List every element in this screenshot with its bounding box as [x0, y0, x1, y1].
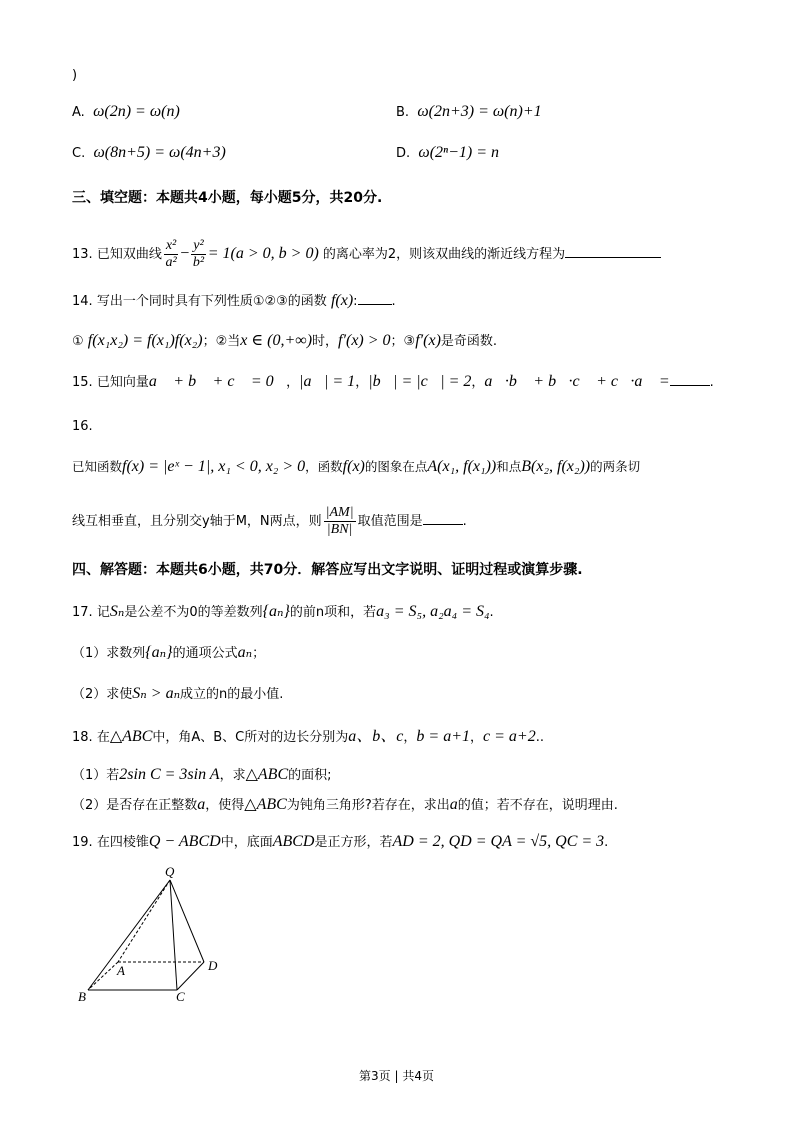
text: ；②当: [202, 334, 241, 349]
math: x ∈ (0,+∞): [240, 332, 313, 349]
math: △ABC: [109, 728, 153, 745]
edge-qd: [170, 880, 204, 962]
text: ，: [355, 375, 369, 390]
text: 的两条切: [590, 459, 641, 474]
text: ，: [471, 375, 485, 390]
text: 记: [96, 605, 110, 620]
text: ，: [469, 730, 483, 745]
denominator: |BN|: [326, 522, 353, 537]
text: 在: [96, 730, 110, 745]
label-a: A: [117, 963, 125, 978]
text: 的面积;: [288, 768, 332, 783]
math: B(x₂, f(x₂)): [521, 458, 591, 475]
text: 时，: [312, 334, 339, 349]
math: a₃ = S₅, a₂a₄ = S₄: [376, 603, 490, 620]
text: ，使得: [205, 798, 245, 813]
text: （2）求使: [72, 687, 133, 702]
label-b: B: [78, 989, 86, 1004]
text: ①: [72, 334, 84, 349]
text: 在四棱锥: [96, 835, 149, 850]
math: f(x) = |eˣ − 1|, x₁ < 0, x₂ > 0: [122, 458, 306, 475]
edge-qa: [118, 880, 170, 962]
math: AD = 2, QD = QA = √5, QC = 3: [392, 833, 605, 850]
option-expr: ω(8n+5) = ω(4n+3): [93, 144, 226, 161]
option-letter: D.: [396, 146, 411, 161]
denominator: a²: [165, 255, 177, 270]
math: △ABC: [244, 796, 287, 813]
text: .: [462, 514, 467, 529]
numerator: y²: [193, 238, 204, 253]
text: 是奇函数.: [440, 334, 498, 349]
text: 的值；若不存在，说明理由.: [457, 798, 618, 813]
edge-cd: [177, 962, 204, 990]
text: .: [489, 605, 494, 620]
question-number: 18.: [72, 730, 93, 745]
question-16-number: 16.: [72, 419, 93, 434]
text: 中，底面: [220, 835, 273, 850]
question-number: 13.: [72, 247, 93, 262]
text: ，: [403, 730, 417, 745]
math: b = a+1: [416, 728, 470, 745]
denominator: b²: [192, 255, 205, 270]
numerator: |AM|: [325, 505, 354, 520]
edge-qb: [88, 880, 170, 990]
text: 的离心率为2，则该双曲线的渐近线方程为: [322, 247, 566, 262]
text: 取值范围是: [357, 514, 423, 529]
option-expr: ω(2ⁿ−1) = n: [418, 144, 500, 161]
text: （1）若: [72, 768, 120, 783]
math: f(x₁x₂) = f(x₁)f(x₂): [87, 332, 203, 349]
option-letter: A.: [72, 105, 85, 120]
text: −: [180, 245, 190, 262]
math: a: [197, 796, 206, 813]
math: f(x): [330, 292, 354, 309]
text: 是公差不为0的等差数列: [124, 605, 263, 620]
math: {aₙ}: [145, 644, 173, 661]
question-number: 15.: [72, 375, 93, 390]
text: ，求: [219, 768, 246, 783]
math: a: [449, 796, 458, 813]
math: A(x₁, f(x₁)): [427, 458, 497, 475]
text: 已知双曲线: [96, 247, 162, 262]
math: ABCD: [272, 833, 315, 850]
math: △ABC: [245, 766, 289, 783]
text: 和点: [496, 459, 522, 474]
text: 的图象在点: [364, 459, 428, 474]
math: a⃗ + b⃗ + c⃗ = 0⃗: [148, 373, 287, 390]
text: 为钝角三角形?若存在，求出: [286, 798, 450, 813]
text: 线互相垂直，且分别交y轴于M，N两点，则: [72, 514, 322, 529]
text: 成立的n的最小值.: [180, 687, 284, 702]
text: :: [353, 294, 358, 309]
text: ；: [252, 646, 266, 661]
question-number: 14.: [72, 294, 93, 309]
option-letter: C.: [72, 146, 86, 161]
label-q: Q: [165, 864, 175, 879]
text: .: [391, 294, 396, 309]
text: ，函数: [305, 459, 343, 474]
option-expr: ω(2n+3) = ω(n)+1: [417, 103, 542, 120]
math: Sₙ: [109, 603, 125, 620]
section-3-heading: 三、填空题：本题共4小题，每小题5分，共20分.: [72, 190, 383, 206]
edge-qc: [170, 880, 177, 990]
text: 的通项公式: [172, 646, 238, 661]
option-expr: ω(2n) = ω(n): [93, 103, 180, 120]
text: ；③: [390, 334, 416, 349]
question-number: 19.: [72, 835, 93, 850]
label-c: C: [176, 989, 185, 1004]
q12-tail: ): [72, 68, 78, 83]
math: 2sin C = 3sin A: [119, 766, 220, 783]
math: a、b、c: [348, 728, 404, 745]
option-letter: B.: [396, 105, 410, 120]
math: |b⃗| = |c⃗| = 2: [368, 373, 472, 390]
text: ，: [286, 375, 300, 390]
math: Sₙ > aₙ: [132, 685, 181, 702]
text: （2）是否存在正整数: [72, 798, 198, 813]
math: f(x): [342, 458, 365, 475]
math: f′(x) > 0: [338, 332, 391, 349]
math: |a⃗| = 1: [299, 373, 356, 390]
text: 写出一个同时具有下列性质①②③的函数: [96, 294, 327, 309]
math: a⃗·b⃗ + b⃗·c⃗ + c⃗·a⃗ =: [484, 373, 670, 390]
math: aₙ: [237, 644, 253, 661]
text: 已知向量: [96, 375, 149, 390]
edge-ab: [88, 962, 118, 990]
section-4-heading: 四、解答题：本题共6小题，共70分．解答应写出文字说明、证明过程或演算步骤.: [72, 562, 583, 578]
math: = 1(a > 0, b > 0): [207, 245, 319, 262]
text: ..: [535, 730, 544, 745]
text: .: [709, 375, 714, 390]
numerator: x²: [165, 238, 177, 253]
text: 已知函数: [72, 459, 123, 474]
text: .: [604, 835, 609, 850]
text: （1）求数列: [72, 646, 146, 661]
math: Q − ABCD: [148, 833, 221, 850]
text: 中，角A、B、C所对的边长分别为: [152, 730, 349, 745]
math: f′(x): [415, 332, 441, 349]
text: 的前n项和，若: [289, 605, 377, 620]
question-number: 17.: [72, 605, 93, 620]
page-footer: 第3页 | 共4页: [359, 1069, 434, 1083]
text: 是正方形，若: [314, 835, 393, 850]
math: {aₙ}: [262, 603, 290, 620]
label-d: D: [208, 958, 218, 973]
math: c = a+2: [483, 728, 536, 745]
